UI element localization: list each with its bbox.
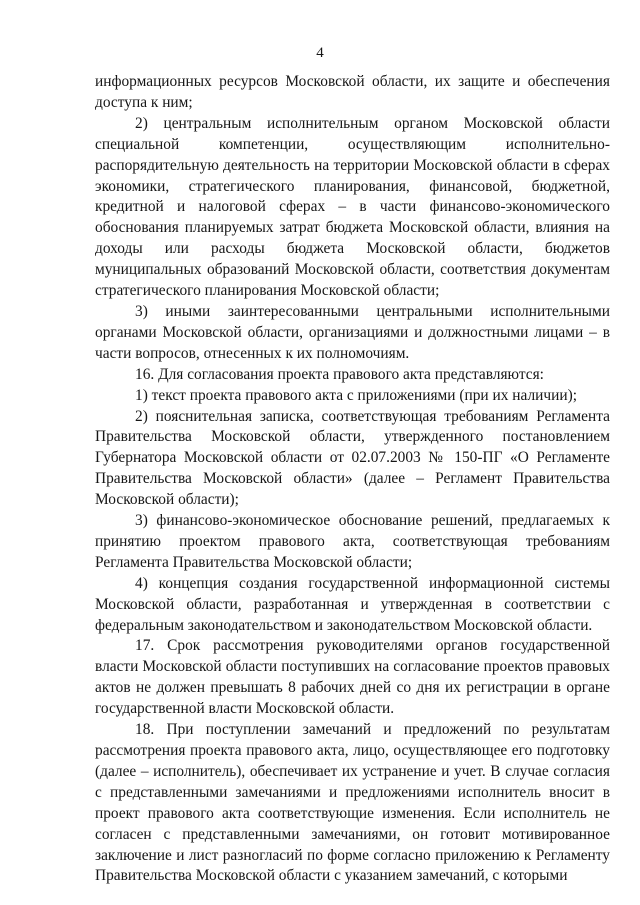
paragraph-item-3-other-bodies: 3) иными заинтересованными центральными исполнительными органами Московской области, организациями и должностными лицами – в части вопросов, отнесенных к их полномочиям.: [95, 302, 610, 362]
paragraph-16-item-3: 3) финансово-экономическое обоснование решений, предлагаемых к принятию проектом правового акта, соответствующая требованиям Регламента Правительства Московской области;: [95, 512, 610, 571]
page-number: 4: [316, 45, 324, 61]
paragraph-16-item-4: 4) концепция создания государственной информационной системы Московской области, разработанная и утвержденная в соответствии с федеральным законодательством и законодательством Московской области.: [95, 574, 610, 634]
paragraph-item-2-executive-body: 2) центральным исполнительным органом Московской области специальной компетенции, осуществляющим исполнительно-распорядительную деятельность на территории Московской области в сферах экономики, стратегического планирования, финансовой, бюджетной, кредитной и налоговой сферах – в части финансово-экономического обоснования планируемых затрат бюджета Московской области, влияния на доходы или расходы бюджета Московской области, бюджетов муниципальных образований Московской области, соответствия документам стратегического планирования Московской области;: [95, 114, 610, 300]
paragraph-continuation: информационных ресурсов Московской области, их защите и обеспечения доступа к ним;: [95, 73, 610, 111]
paragraph-16-item-1: 1) текст проекта правового акта с приложениями (при их наличии);: [135, 386, 578, 404]
paragraph-18: 18. При поступлении замечаний и предложений по результатам рассмотрения проекта правового акта, лицо, осуществляющее его подготовку (далее – исполнитель), обеспечивает их устранение и учет. В случае согласия с представленными замечаниями и предложениями исполнитель вносит в проект правового акта соответствующие изменения. Если исполнитель не согласен с представленными замечаниями, он готовит мотивированное заключение и лист разногласий по форме согласно приложению к Регламенту Правительства Московской области с указанием замечаний, с которыми: [95, 721, 610, 885]
paragraph-17: 17. Срок рассмотрения руководителями органов государственной власти Московской области поступивших на согласование проектов правовых актов не должен превышать 8 рабочих дней со дня их регистрации в органе государственной власти Московской области.: [95, 637, 610, 718]
paragraph-16-heading: 16. Для согласования проекта правового акта представляются:: [135, 365, 544, 383]
paragraph-16-item-2: 2) пояснительная записка, соответствующая требованиям Регламента Правительства Московской области, утвержденного постановлением Губернатора Московской области от 02.07.2003 № 150-ПГ «О Регламенте Правительства Московской области» (далее – Регламент Правительства Московской области);: [95, 407, 610, 509]
document-body: [95, 72, 610, 887]
